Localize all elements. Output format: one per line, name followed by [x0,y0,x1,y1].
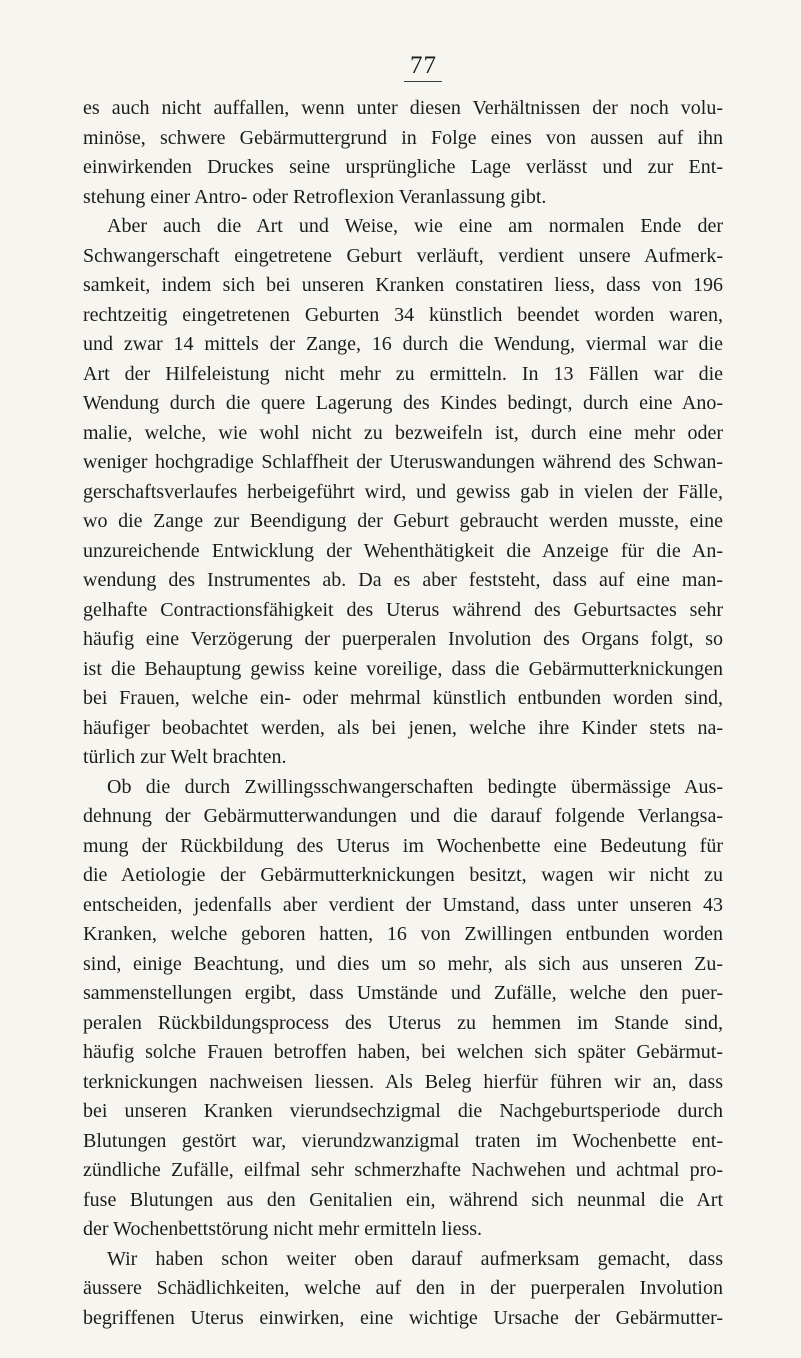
text-line: türlich zur Welt brachten. [83,746,287,768]
text-line: häufiger beobachtet werden, als bei jenen, welche ihre Kinder stets na- [83,716,723,739]
text-line: häufig solche Frauen betroffen haben, bei welchen sich später Gebärmut- [83,1041,723,1063]
text-line: wo die Zange zur Beendigung der Geburt gebraucht werden musste, eine [83,510,723,532]
text-line: mung der Rückbildung des Uterus im Wochenbette eine Bedeutung für [83,834,723,857]
text-line: wendung des Instrumentes ab. Da es aber feststeht, dass auf eine man- [83,569,723,591]
text-line: weniger hochgradige Schlaffheit der Uteruswandungen während des Schwan- [83,451,723,473]
text-line: einwirkenden Druckes seine ursprüngliche Lage verlässt und zur Ent- [83,156,723,178]
text-line: Schwangerschaft eingetretene Geburt verläuft, verdient unsere Aufmerk- [83,244,723,267]
text-line: sind, einige Beachtung, und dies um so mehr, als sich aus unseren Zu- [83,952,723,975]
text-line: Art der Hilfeleistung nicht mehr zu ermitteln. In 13 Fällen war die [83,362,723,385]
text-line: es auch nicht auffallen, wenn unter diesen Verhältnissen der noch volu- [83,97,723,119]
text-line: Blutungen gestört war, vierundzwanzigmal traten im Wochenbette ent- [83,1129,723,1152]
text-line: begriffenen Uterus einwirken, eine wichtige Ursache der Gebärmutter- [83,1306,723,1329]
text-line: äussere Schädlichkeiten, welche auf den in der puerperalen Involution [83,1277,723,1299]
text-line: häufig eine Verzögerung der puerperalen Involution des Organs folgt, so [83,628,723,650]
text-line: Kranken, welche geboren hatten, 16 von Zwillingen entbunden worden [83,923,723,945]
text-line: samkeit, indem sich bei unseren Kranken constatiren liess, dass von 196 [83,274,723,296]
body-text [83,94,723,1333]
text-line: gerschaftsverlaufes herbeigeführt wird, und gewiss gab in vielen der Fälle, [83,480,723,503]
text-line: Ob die durch Zwillingsschwangerschaften bedingte übermässige Aus- [107,775,723,798]
page-number: 77 [410,52,437,79]
text-line: bei Frauen, welche ein- oder mehrmal künstlich entbunden worden sind, [83,687,723,709]
text-line: gelhafte Contractionsfähigkeit des Uterus während des Geburtsactes sehr [83,598,723,621]
text-line: zündliche Zufälle, eilfmal sehr schmerzhafte Nachwehen und achtmal pro- [83,1159,723,1181]
text-line: die Aetiologie der Gebärmutterknickungen besitzt, wagen wir nicht zu [83,864,723,886]
text-line: entscheiden, jedenfalls aber verdient der Umstand, dass unter unseren 43 [83,893,723,916]
text-line: der Wochenbettstörung nicht mehr ermitteln liess. [83,1218,483,1240]
text-line: unzureichende Entwicklung der Wehenthätigkeit die Anzeige für die An- [83,539,723,562]
text-line: peralen Rückbildungsprocess des Uterus zu hemmen im Stande sind, [83,1011,723,1034]
text-line: und zwar 14 mittels der Zange, 16 durch die Wendung, viermal war die [83,333,723,355]
text-line: ist die Behauptung gewiss keine voreilige, dass die Gebärmutterknickungen [83,657,723,680]
text-line: sammenstellungen ergibt, dass Umstände und Zufälle, welche den puer- [83,982,723,1004]
text-line: minöse, schwere Gebärmuttergrund in Folge eines von aussen auf ihn [83,126,723,149]
text-line: terknickungen nachweisen liessen. Als Beleg hierfür führen wir an, dass [83,1070,723,1093]
text-line: Aber auch die Art und Weise, wie eine am normalen Ende der [107,215,723,237]
text-line: malie, welche, wie wohl nicht zu bezweifeln ist, durch eine mehr oder [83,421,723,444]
header-rule [404,81,442,82]
text-line: Wir haben schon weiter oben darauf aufmerksam gemacht, dass [107,1247,723,1270]
text-line: dehnung der Gebärmutterwandungen und die darauf folgende Verlangsa- [83,805,723,827]
text-line: fuse Blutungen aus den Genitalien ein, während sich neunmal die Art [83,1188,723,1211]
text-line: stehung einer Antro- oder Retroflexion Veranlassung gibt. [83,185,547,208]
text-line: Wendung durch die quere Lagerung des Kindes bedingt, durch eine Ano- [83,392,723,414]
text-line: bei unseren Kranken vierundsechzigmal die Nachgeburtsperiode durch [83,1100,723,1122]
text-line: rechtzeitig eingetretenen Geburten 34 künstlich beendet worden waren, [83,303,723,326]
